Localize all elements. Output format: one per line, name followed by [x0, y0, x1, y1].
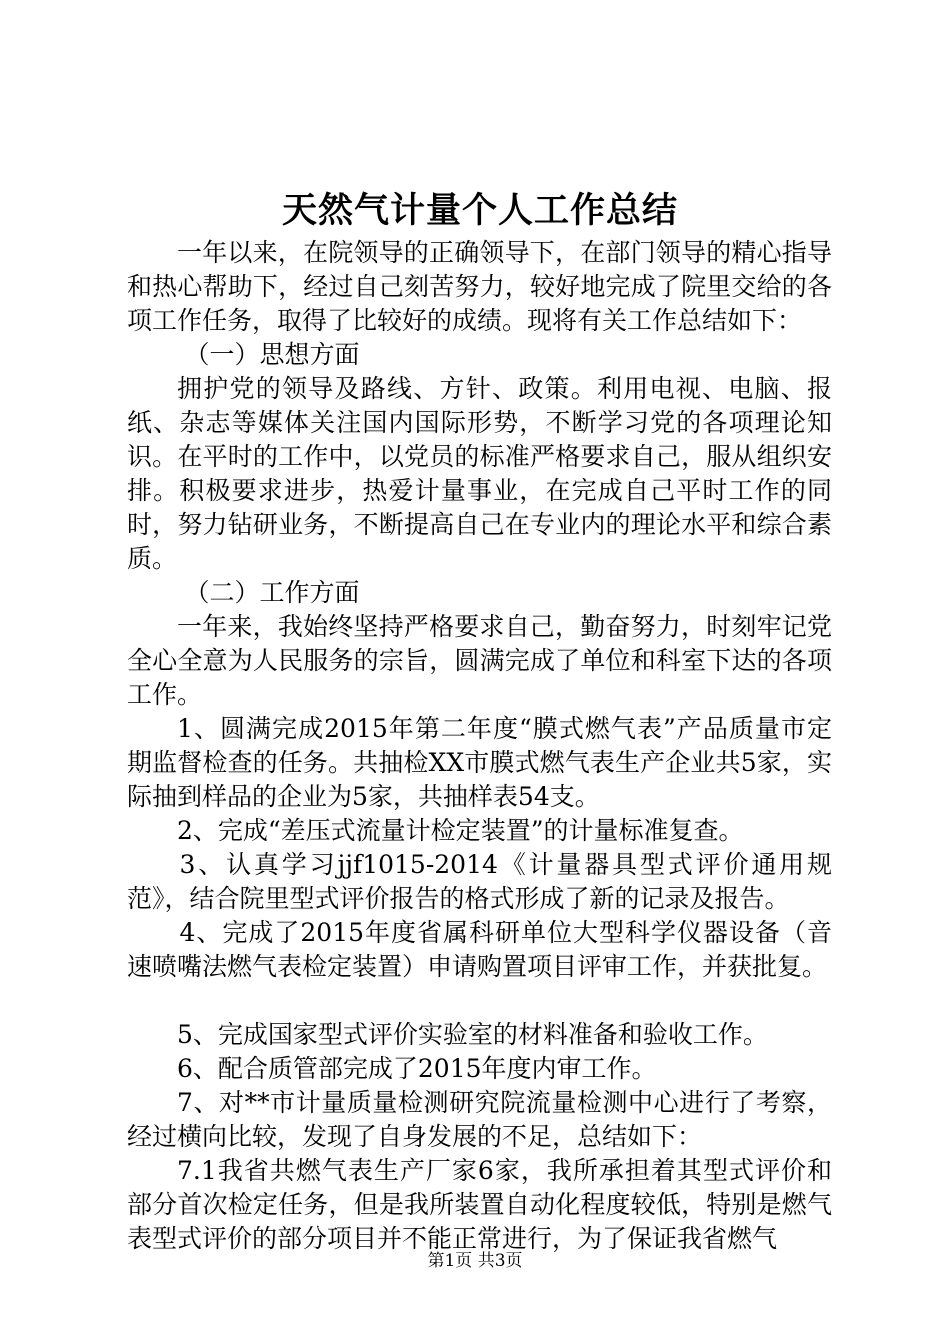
document-title: 天然气计量个人工作总结 — [281, 190, 678, 231]
work-item-4: 4、完成了2015年度省属科研单位大型科学仪器设备（音速喷嘴法燃气表检定装置）申请购置项目评审工作，并获批复。 — [127, 918, 832, 981]
work-item-2: 2、完成“差压式流量计检定装置”的计量标准复查。 — [177, 816, 744, 845]
work-item-7-1: 7.1我省共燃气表生产厂家6家，我所承担着其型式评价和部分首次检定任务，但是我所装置自动化程度较低，特别是燃气表型式评价的部分项目并不能正常进行，为了保证我省燃气 — [127, 1156, 832, 1253]
intro-paragraph: 一年以来，在院领导的正确领导下，在部门领导的精心指导和热心帮助下，经过自己刻苦努力，较好地完成了院里交给的各项工作任务，取得了比较好的成绩。现将有关工作总结如下： — [127, 238, 832, 335]
work-item-7: 7、对**市计量质量检测研究院流量检测中心进行了考察，经过横向比较，发现了自身发展的不足，总结如下： — [127, 1088, 832, 1151]
work-item-6: 6、配合质管部完成了2015年度内审工作。 — [177, 1054, 657, 1083]
work-item-1: 1、圆满完成2015年第二年度“膜式燃气表”产品质量市定期监督检查的任务。共抽检XX市膜式燃气表生产企业共5家，实际抽到样品的企业为5家，共抽样表54支。 — [127, 714, 832, 811]
work-item-3: 3、认真学习jjf1015-2014《计量器具型式评价通用规范》，结合院里型式评价报告的格式形成了新的记录及报告。 — [127, 850, 832, 913]
page-number: 第1页 共3页 — [427, 1251, 523, 1271]
thought-paragraph: 拥护党的领导及路线、方针、政策。利用电视、电脑、报纸、杂志等媒体关注国内国际形势，不断学习党的各项理论知识。在平时的工作中，以党员的标准严格要求自己，服从组织安排。积极要求进步，热爱计量事业，在完成自己平时工作的同时，努力钻研业务，不断提高自己在专业内的理论水平和综合素质。 — [127, 374, 832, 573]
work-intro-paragraph: 一年来，我始终坚持严格要求自己，勤奋努力，时刻牢记党全心全意为人民服务的宗旨，圆满完成了单位和科室下达的各项工作。 — [127, 612, 832, 709]
section-heading-thought: （一）思想方面 — [184, 340, 360, 369]
work-item-5: 5、完成国家型式评价实验室的材料准备和验收工作。 — [177, 1020, 768, 1049]
section-heading-work: （二）工作方面 — [184, 578, 360, 607]
document-body — [127, 236, 832, 1256]
